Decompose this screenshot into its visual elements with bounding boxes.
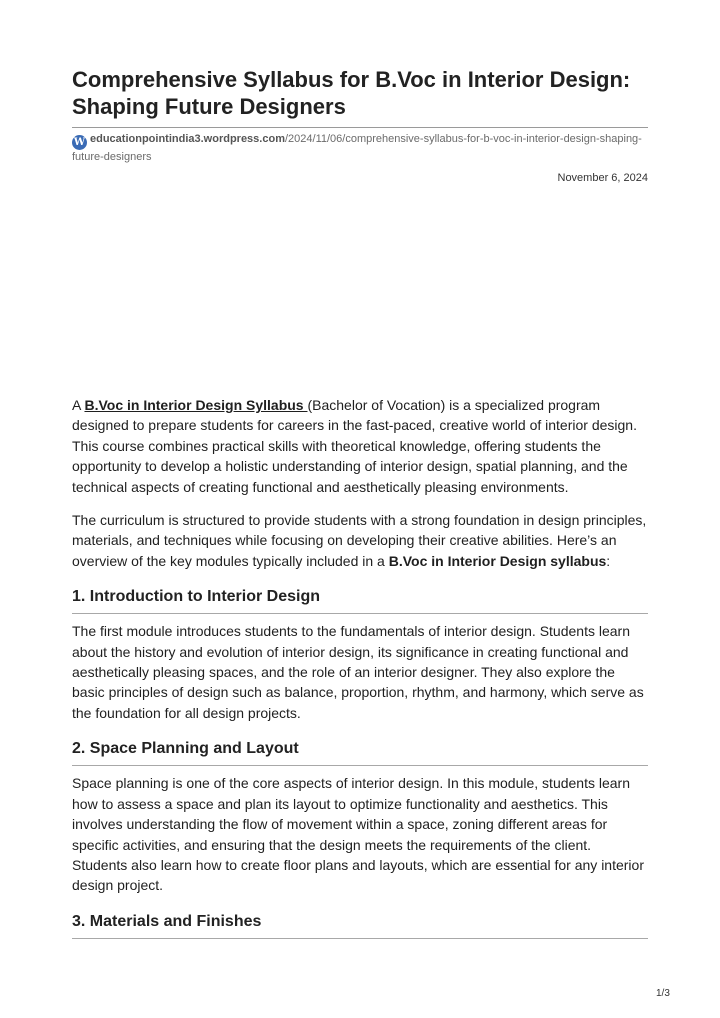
source-path: /2024/11/06/comprehensive-syllabus-for-b-voc-in-interior-design-shaping-future-designers bbox=[72, 133, 642, 163]
overview-bold: B.Voc in Interior Design syllabus bbox=[388, 552, 607, 569]
intro-prefix: A bbox=[72, 397, 85, 413]
source-domain-link[interactable]: educationpointindia3.wordpress.com bbox=[90, 133, 285, 145]
overview-paragraph bbox=[72, 510, 648, 571]
article-content bbox=[72, 395, 648, 946]
section-heading-space-planning: 2. Space Planning and Layout bbox=[72, 739, 648, 766]
syllabus-link[interactable]: B.Voc in Interior Design Syllabus bbox=[84, 397, 308, 413]
title-divider bbox=[72, 127, 648, 128]
section-body-space-planning: Space planning is one of the core aspects of interior design. In this module, students learn how to assess a space and plan its layout to optimize functionality and aesthetics. This involves understanding the flow of movement within a space, zoning different areas for specific activities, and ensuring that the design meets the requirements of the client. Students also learn how to create floor plans and layouts, which are essential for any interior design project. bbox=[72, 775, 644, 894]
overview-text: The curriculum is structured to provide students with a strong foundation in design principles, materials, and techniques while focusing on developing their creative abilities. Here’s an overview of the key modules typically included in a bbox=[72, 512, 647, 569]
source-line bbox=[72, 132, 648, 165]
section-heading-materials: 3. Materials and Finishes bbox=[72, 912, 648, 939]
intro-text: (Bachelor of Vocation) is a specialized program designed to prepare students for careers in the fast-paced, creative world of interior design. This course combines practical skills with theoretical knowledge, offering students the opportunity to develop a holistic understanding of interior design, spatial planning, and the technical aspects of creating functional and aesthetically pleasing environments. bbox=[72, 397, 637, 495]
section-heading-introduction: 1. Introduction to Interior Design bbox=[72, 587, 648, 614]
publish-date: November 6, 2024 bbox=[557, 172, 648, 184]
wordpress-icon: W bbox=[73, 137, 86, 148]
overview-suffix: : bbox=[606, 552, 611, 569]
intro-paragraph bbox=[72, 395, 648, 497]
section-body-introduction: The first module introduces students to the fundamentals of interior design. Students learn about the history and evolution of interior design, its significance in creating functional and aesthetically pleasing spaces, and the role of an interior designer. They also explore the basic principles of design such as balance, proportion, rhythm, and harmony, which serve as the foundation for all design projects. bbox=[72, 623, 644, 721]
page-number: 1/3 bbox=[656, 988, 670, 999]
page-title: Comprehensive Syllabus for B.Voc in Interior Design: Shaping Future Designers bbox=[72, 67, 631, 119]
